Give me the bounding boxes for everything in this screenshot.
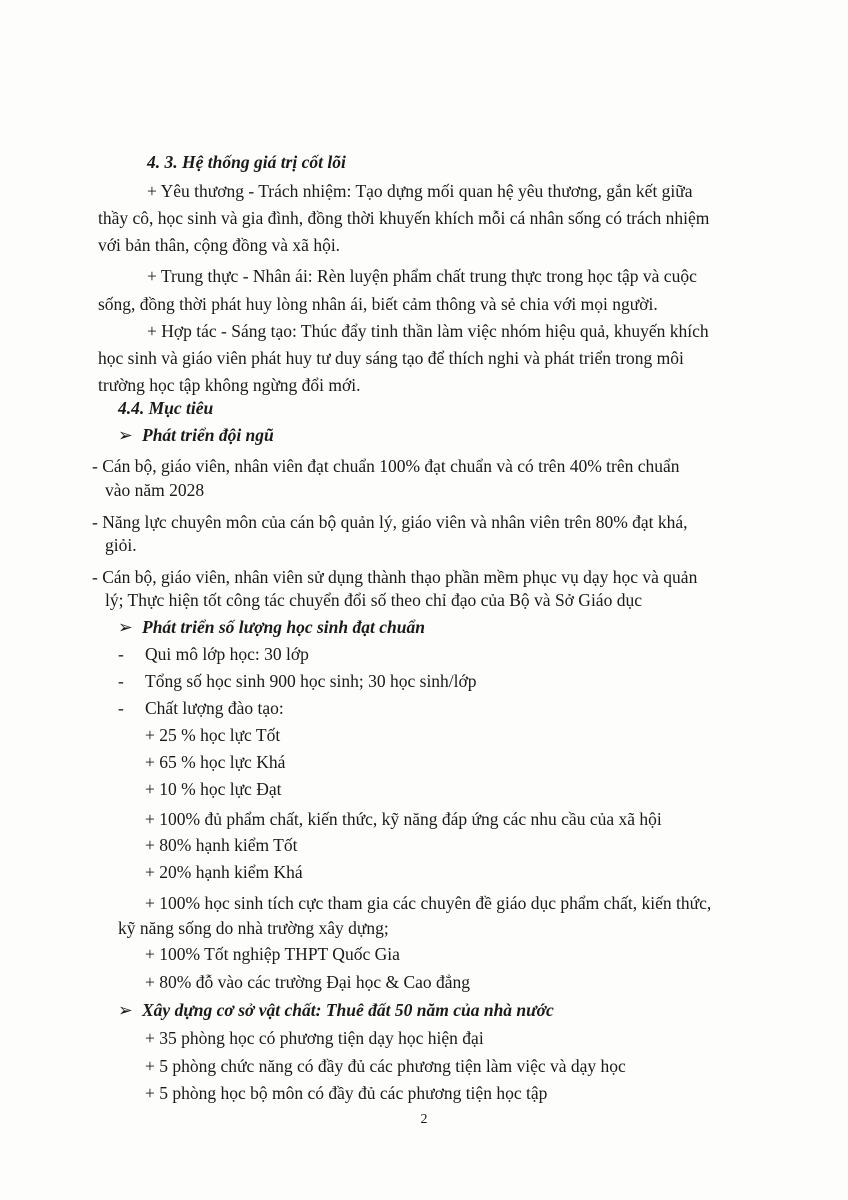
paragraph-line: + Yêu thương - Trách nhiệm: Tạo dựng mối quan hệ yêu thương, gắn kết giữa (147, 181, 693, 201)
quality-item: + 80% hạnh kiểm Tốt (145, 835, 298, 855)
list-item: - Năng lực chuyên môn của cán bộ quản lý, giáo viên và nhân viên trên 80% đạt khá, (92, 512, 688, 532)
facility-item: + 5 phòng học bộ môn có đầy đủ các phương tiện học tập (145, 1083, 548, 1103)
paragraph-line: + Hợp tác - Sáng tạo: Thúc đẩy tinh thần làm việc nhóm hiệu quả, khuyến khích (147, 321, 709, 341)
arrow-bullet-icon: ➢ (118, 1000, 133, 1020)
page-number: 2 (420, 1112, 428, 1127)
paragraph-line: trường học tập không ngừng đổi mới. (98, 375, 361, 395)
list-item: - Chất lượng đào tạo: (118, 698, 284, 718)
paragraph-line: với bản thân, cộng đồng và xã hội. (98, 235, 341, 255)
section-44-heading: 4.4. Mục tiêu (118, 398, 214, 418)
arrow-bullet-icon: ➢ (118, 617, 133, 637)
list-item: giỏi. (105, 535, 137, 555)
paragraph-line: thầy cô, học sinh và gia đình, đồng thời khuyến khích mỗi cá nhân sống có trách nhiệm (98, 208, 710, 228)
arrow-bullet-icon: ➢ (118, 425, 133, 445)
quality-item: + 10 % học lực Đạt (145, 779, 282, 799)
list-item: - Qui mô lớp học: 30 lớp (118, 644, 309, 664)
quality-item: kỹ năng sống do nhà trường xây dựng; (118, 918, 389, 938)
list-item: - Tổng số học sinh 900 học sinh; 30 học sinh/lớp (118, 671, 477, 691)
list-item: vào năm 2028 (105, 480, 205, 500)
paragraph-line: học sinh và giáo viên phát huy tư duy sáng tạo để thích nghi và phát triển trong môi (98, 348, 684, 368)
subsection-heading: ➢ Xây dựng cơ sở vật chất: Thuê đất 50 năm của nhà nước (118, 1000, 554, 1020)
facility-item: + 5 phòng chức năng có đầy đủ các phương tiện làm việc và dạy học (145, 1056, 626, 1076)
list-item: - Cán bộ, giáo viên, nhân viên sử dụng thành thạo phần mềm phục vụ dạy học và quản (92, 567, 698, 587)
list-item: lý; Thực hiện tốt công tác chuyển đổi số theo chỉ đạo của Bộ và Sở Giáo dục (105, 590, 642, 610)
quality-item: + 80% đỗ vào các trường Đại học & Cao đẳng (145, 972, 471, 992)
paragraph-line: + Trung thực - Nhân ái: Rèn luyện phẩm chất trung thực trong học tập và cuộc (147, 266, 697, 286)
list-item: - Cán bộ, giáo viên, nhân viên đạt chuẩn 100% đạt chuẩn và có trên 40% trên chuẩn (92, 456, 680, 476)
quality-item: + 100% học sinh tích cực tham gia các chuyên đề giáo dục phẩm chất, kiến thức, (145, 893, 712, 913)
quality-item: + 20% hạnh kiểm Khá (145, 862, 303, 882)
subsection-heading: ➢ Phát triển đội ngũ (118, 425, 274, 445)
quality-item: + 100% đủ phẩm chất, kiến thức, kỹ năng đáp ứng các nhu cầu của xã hội (145, 809, 662, 829)
subsection-heading: ➢ Phát triển số lượng học sinh đạt chuẩn (118, 617, 425, 637)
quality-item: + 100% Tốt nghiệp THPT Quốc Gia (145, 944, 400, 964)
paragraph-line: sống, đồng thời phát huy lòng nhân ái, biết cảm thông và sẻ chia với mọi người. (98, 294, 658, 314)
quality-item: + 65 % học lực Khá (145, 752, 286, 772)
section-43-heading: 4. 3. Hệ thống giá trị cốt lõi (147, 152, 346, 172)
quality-item: + 25 % học lực Tốt (145, 725, 281, 745)
facility-item: + 35 phòng học có phương tiện dạy học hiện đại (145, 1028, 484, 1048)
